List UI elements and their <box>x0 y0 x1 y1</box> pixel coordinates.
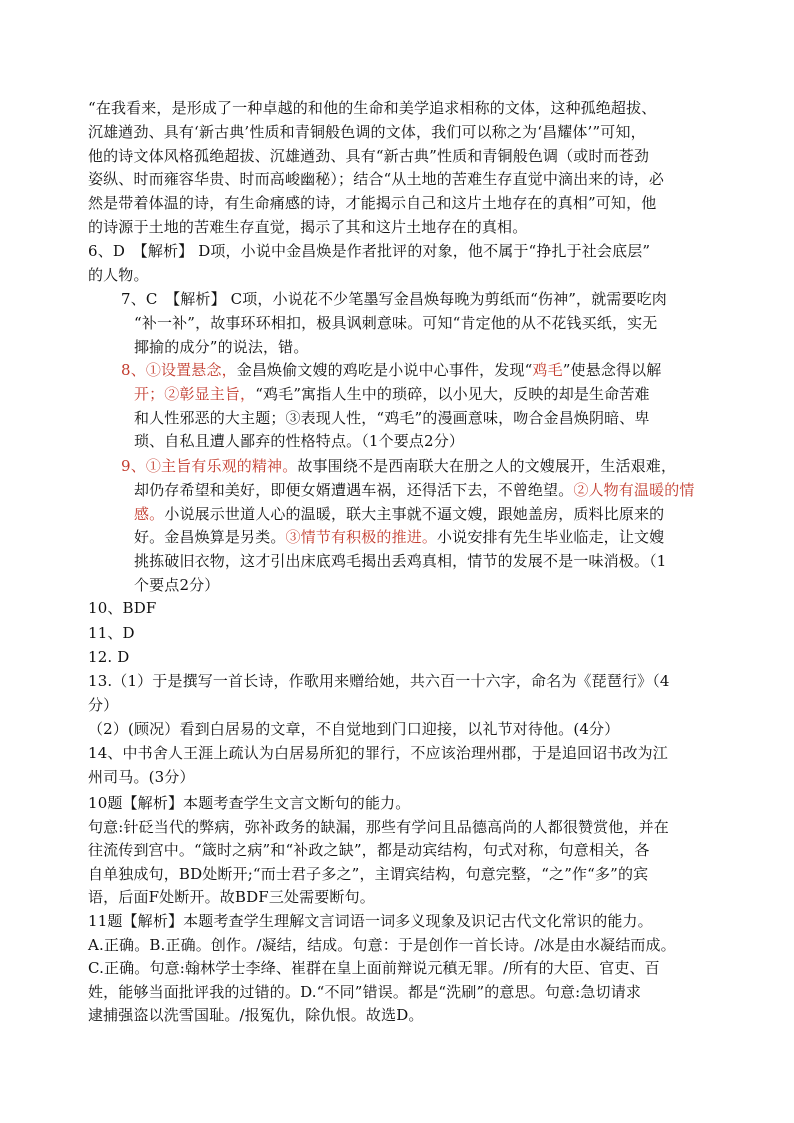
answer-13 <box>88 670 670 741</box>
text-line: 13.（1）于是撰写一首长诗，作歌用来赠给她，共六百一十六字，命名为《琵琶行》（4 <box>88 672 670 690</box>
text-line: 逮捕强盗以洗雪国耻。/报冤仇，除仇恨。故选D。 <box>88 1006 424 1024</box>
text-line: 然是带着体温的诗，有生命痛感的诗，才能揭示自己和这片土地存在的真相”可知，他 <box>88 194 657 213</box>
answer-9 <box>121 455 695 598</box>
text-line: 11题【解析】本题考查学生理解文言词语一词多义现象及识记古代文化常识的能力。 <box>88 912 653 930</box>
text-line <box>121 455 695 479</box>
answer-9-text: 小说安排有先生毕业临走，让文嫂 <box>437 528 665 547</box>
answer-7 <box>121 288 667 359</box>
text-line <box>121 359 661 383</box>
answer-9-point-3: ③情节有积极的推进。 <box>285 528 438 547</box>
answer-9-text: 却仍存希望和美好，即便女婿遭遇车祸，还得活下去，不曾绝望。 <box>134 480 574 499</box>
answer-9-text: 小说展示世道人心的温暖，联大主事就不逼文嫂，跟她盖房，质料比原来的 <box>164 504 665 523</box>
text-line: 14、中书舍人王涯上疏认为白居易所犯的罪行，不应该治理州郡，于是追回诏书改为江 <box>88 744 668 762</box>
text-line <box>121 383 661 407</box>
analysis-11 <box>88 910 676 1028</box>
text-line: 10题【解析】本题考查学生文言文断句的能力。 <box>88 794 411 812</box>
answer-9-text: 故事围绕不是西南联大在册之人的文嫂展开，生活艰难， <box>297 457 677 475</box>
text-line: 往流传到宫中。“箴时之病”和“补政之缺”，都是动宾结构，句式对称，句意相关，各 <box>88 841 650 859</box>
answer-8-point-2: 开；②彰显主旨， <box>134 384 256 403</box>
text-line <box>121 503 695 527</box>
text-line: 州司马。(3分） <box>88 767 195 786</box>
answer-8 <box>121 359 661 454</box>
answer-8-text: “鸡毛”寓指人生中的琐碎，以小见大，反映的却是生命苦难 <box>255 384 650 403</box>
answer-14 <box>88 742 668 790</box>
answer-10: 10、BDF <box>88 599 157 617</box>
text-line: 个要点2分） <box>134 575 220 594</box>
answer-8-keyword: 鸡毛 <box>532 361 563 379</box>
text-line: C.正确。句意:翰林学士李绛、崔群在皇上面前辩说元稹无罪。/所有的大臣、官吏、百 <box>88 959 660 977</box>
answer-9-text: 好。金昌焕算是另类。 <box>134 528 286 547</box>
text-line: 挑拣破旧衣物，这才引出床底鸡毛揭出丢鸡真相，情节的发展不是一味消极。（1 <box>134 552 667 571</box>
text-line: 姓，能够当面批评我的过错的。D.“不同”错误。都是“洗刷”的意思。句意:急切请求 <box>88 982 641 1001</box>
answer-9-point-2-cont: 感。 <box>134 504 165 523</box>
answer-8-text: ”使悬念得以解 <box>562 361 662 379</box>
text-line: 琐、自私且遭人鄙弃的性格特点。（1个要点2分） <box>134 432 465 451</box>
answer-8-point-1: 8、①设置悬念， <box>121 361 237 379</box>
intro-paragraph <box>88 97 664 240</box>
answer-8-text: 金昌焕偷文嫂的鸡吃是小说中心事件，发现“ <box>236 361 533 379</box>
text-line: “在我看来，是形成了一种卓越的和他的生命和美学追求相称的文体，这种孤绝超拔、 <box>88 99 657 117</box>
text-line: 沉雄遒劲、具有‘新古典’性质和青铜般色调的文体，我们可以称之为‘昌耀体’”可知， <box>88 122 646 141</box>
text-line: A.正确。B.正确。创作。/凝结，结成。句意：于是创作一首长诗。/冰是由水凝结而成。 <box>88 935 676 954</box>
text-line: 他的诗文体风格孤绝超拔、沉雄遒劲、具有“新古典”性质和青铜般色调（或时而苍劲 <box>88 146 650 165</box>
text-line: 7、C 【解析】 C项，小说花不少笔墨写金昌焕每晚为剪纸而“伤神”，就需要吃肉 <box>121 290 667 308</box>
answer-6 <box>88 240 650 288</box>
text-line: 的诗源于土地的苦难生存直觉，揭示了其和这片土地存在的真相。 <box>88 217 528 236</box>
text-line: 6、D 【解析】 D项，小说中金昌焕是作者批评的对象，他不属于“挣扎于社会底层” <box>88 242 651 260</box>
text-line: 分） <box>88 695 119 714</box>
text-line: “补一补”，故事环环相扣，极具讽刺意味。可知“肯定他的从不花钱买纸，实无 <box>134 313 658 332</box>
text-line: 的人物。 <box>88 265 149 284</box>
answer-9-point-1: 9、①主旨有乐观的精神。 <box>121 457 298 475</box>
text-line: 姿纵、时而雍容华贵、时而高峻幽秘）；结合“从土地的苦难生存直觉中滴出来的诗，必 <box>88 170 665 189</box>
text-line <box>121 479 695 503</box>
text-line: 自单独成句，BD处断开;“而士君子多之”，主谓宾结构，句意完整，“之”作“多”的宾 <box>88 864 649 883</box>
text-line: 揶揄的成分”的说法，错。 <box>134 337 309 356</box>
answer-9-point-2: ②人物有温暖的情 <box>573 480 695 499</box>
answer-11: 11、D <box>88 624 135 642</box>
text-line: 语，后面F处断开。故BDF三处需要断句。 <box>88 888 375 906</box>
answer-12: 12. D <box>88 648 130 666</box>
text-line: 句意:针砭当代的弊病，弥补政务的缺漏，那些有学问且品德高尚的人都很赞赏他，并在 <box>88 817 669 836</box>
analysis-10 <box>88 792 669 910</box>
text-line <box>121 526 695 550</box>
text-line: （2）(顾况）看到白居易的文章，不自觉地到门口迎接，以礼节对待他。(4分） <box>88 719 620 738</box>
text-line: 和人性邪恶的大主题；③表现人性，“鸡毛”的漫画意味，吻合金昌焕阴暗、卑 <box>134 408 650 427</box>
